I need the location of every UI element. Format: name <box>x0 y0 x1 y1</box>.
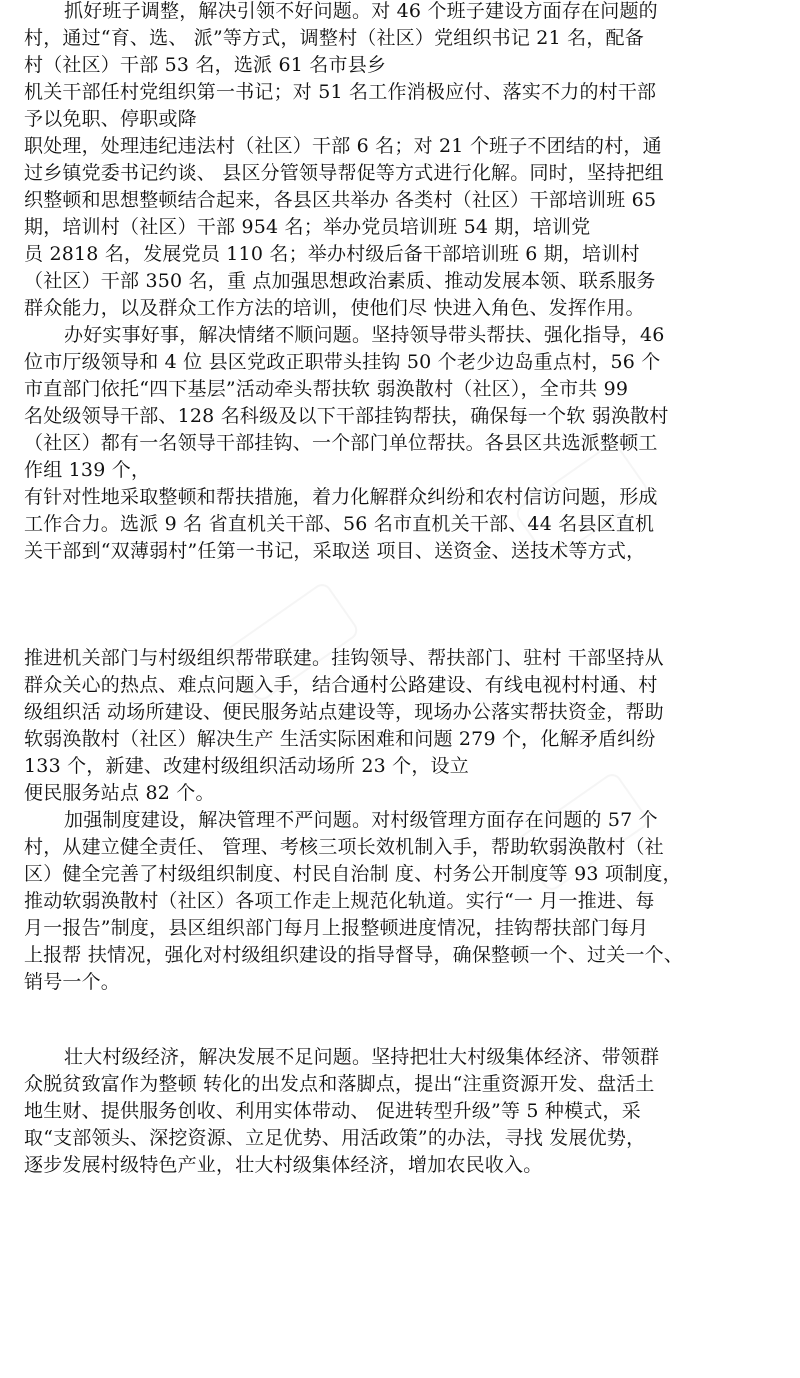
paragraph-line: 便民服务站点 82 个。 <box>24 782 215 804</box>
paragraph-line: 名处级领导干部、128 名科级及以下干部挂钩帮扶，确保每一个软 弱涣散村 <box>24 405 669 427</box>
paragraph-line: 员 2818 名，发展党员 110 名；举办村级后备干部培训班 6 期，培训村 <box>24 243 640 265</box>
text-block-2 <box>24 645 788 996</box>
paragraph-line: 关干部到“双薄弱村”任第一书记，采取送 项目、送资金、送技术等方式， <box>24 540 646 562</box>
paragraph-line: 推进机关部门与村级组织帮带联建。挂钩领导、帮扶部门、驻村 干部坚持从 <box>24 647 664 669</box>
paragraph-line: 推动软弱涣散村（社区）各项工作走上规范化轨道。实行“一 月一推进、每 <box>24 890 655 912</box>
paragraph-line: 级组织活 动场所建设、便民服务站点建设等，现场办公落实帮扶资金，帮助 <box>24 701 664 723</box>
paragraph-line: 工作合力。选派 9 名 省直机关干部、56 名市直机关干部、44 名县区直机 <box>24 513 655 535</box>
paragraph-line: 群众能力，以及群众工作方法的培训，使他们尽 快进入角色、发挥作用。 <box>24 297 645 319</box>
paragraph-line: 机关干部任村党组织第一书记；对 51 名工作消极应付、落实不力的村干部 <box>24 81 657 103</box>
paragraph-line: 期，培训村（社区）干部 954 名；举办党员培训班 54 期，培训党 <box>24 216 591 238</box>
paragraph-line: 抓好班子调整，解决引领不好问题。对 46 个班子建设方面存在问题的 <box>64 0 658 22</box>
paragraph-line: 地生财、提供服务创收、利用实体带动、 促进转型升级”等 5 种模式，采 <box>24 1100 641 1122</box>
paragraph-line: 予以免职、停职或降 <box>24 108 197 130</box>
paragraph-line: 有针对性地采取整顿和帮扶措施，着力化解群众纠纷和农村信访问题，形成 <box>24 486 658 508</box>
paragraph-line: 壮大村级经济，解决发展不足问题。坚持把壮大村级集体经济、带领群 <box>64 1046 660 1068</box>
paragraph-line: 区）健全完善了村级组织制度、村民自治制 度、村务公开制度等 93 项制度， <box>24 863 682 885</box>
paragraph-line: 作组 139 个， <box>24 459 151 481</box>
paragraph-line: 村，通过“育、选、 派”等方式，调整村（社区）党组织书记 21 名，配备 <box>24 27 644 49</box>
paragraph-line: 上报帮 扶情况，强化对村级组织建设的指导督导，确保整顿一个、过关一个、 <box>24 944 684 966</box>
paragraph-line: 销号一个。 <box>24 971 121 993</box>
paragraph-line: （社区）都有一名领导干部挂钩、一个部门单位帮扶。各县区共选派整顿工 <box>24 432 658 454</box>
paragraph-line: 133 个，新建、改建村级组织活动场所 23 个，设立 <box>24 755 469 777</box>
paragraph-line: 月一报告”制度，县区组织部门每月上报整顿进度情况，挂钩帮扶部门每月 <box>24 917 649 939</box>
paragraph-line: 织整顿和思想整顿结合起来，各县区共举办 各类村（社区）干部培训班 65 <box>24 189 657 211</box>
paragraph-line: 位市厅级领导和 4 位 县区党政正职带头挂钩 50 个老少边岛重点村，56 个 <box>24 351 661 373</box>
paragraph-line: 村（社区）干部 53 名，选派 61 名市县乡 <box>24 54 387 76</box>
paragraph-line: 市直部门依托“四下基层”活动牵头帮扶软 弱涣散村（社区），全市共 99 <box>24 378 629 400</box>
paragraph-line: 职处理，处理违纪违法村（社区）干部 6 名；对 21 个班子不团结的村，通 <box>24 135 662 157</box>
paragraph-line: （社区）干部 350 名，重 点加强思想政治素质、推动发展本领、联系服务 <box>24 270 656 292</box>
paragraph-line: 加强制度建设，解决管理不严问题。对村级管理方面存在问题的 57 个 <box>64 809 658 831</box>
paragraph-line: 群众关心的热点、难点问题入手，结合通村公路建设、有线电视村村通、村 <box>24 674 658 696</box>
text-block-1 <box>24 0 788 565</box>
paragraph-line: 软弱涣散村（社区）解决生产 生活实际困难和问题 279 个，化解矛盾纠纷 <box>24 728 656 750</box>
paragraph-line: 取“支部领头、深挖资源、立足优势、用活政策”的办法，寻找 发展优势， <box>24 1127 646 1149</box>
text-block-3 <box>24 1044 788 1179</box>
paragraph-line: 逐步发展村级特色产业，壮大村级集体经济，增加农民收入。 <box>24 1154 543 1176</box>
paragraph-line: 过乡镇党委书记约谈、 县区分管领导帮促等方式进行化解。同时，坚持把组 <box>24 162 664 184</box>
paragraph-line: 办好实事好事，解决情绪不顺问题。坚持领导带头帮扶、强化指导，46 <box>64 324 665 346</box>
paragraph-line: 村，从建立健全责任、 管理、考核三项长效机制入手，帮助软弱涣散村（社 <box>24 836 664 858</box>
paragraph-line: 众脱贫致富作为整顿 转化的出发点和落脚点，提出“注重资源开发、盘活土 <box>24 1073 655 1095</box>
